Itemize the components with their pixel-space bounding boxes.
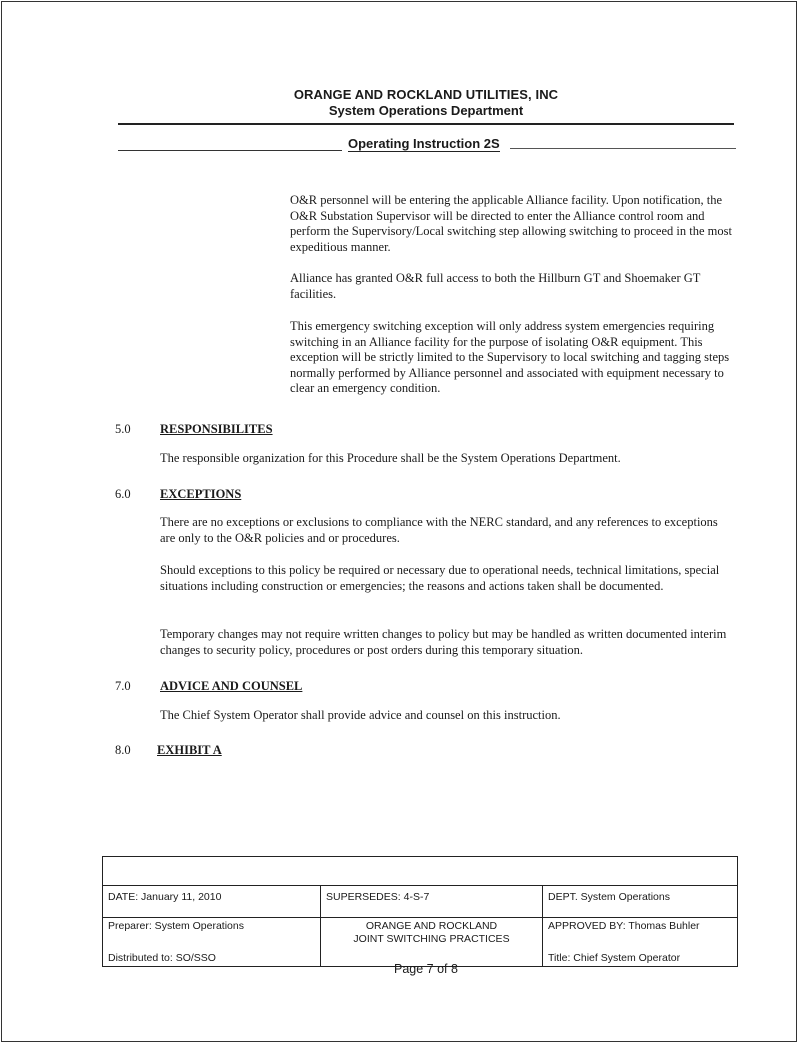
footer-left-cell — [103, 918, 321, 967]
section-text: Temporary changes may not require written changes to policy but may be handled as written documented interim changes to security policy, procedures or post orders during this temporary situation. — [160, 627, 727, 657]
footer-center-cell — [321, 918, 543, 967]
footer-title: Title: Chief System Operator — [548, 952, 681, 964]
footer-table — [102, 856, 738, 967]
footer-row — [103, 886, 738, 918]
section-heading-exhibit: EXHIBIT A — [157, 743, 222, 757]
title-rule-right — [510, 148, 736, 149]
section-heading-responsibilities: RESPONSIBILITES — [160, 422, 273, 436]
footer-dept: DEPT. System Operations — [543, 886, 738, 918]
body-paragraph: This emergency switching exception will only address system emergencies requiring switching in an Alliance facility for the purpose of isolating O&R equipment. This exception will be strictly limited to the Supervisory to local switching and tagging steps normally performed by Alliance personnel and associated with equipment necessary to clear an emergency condition. — [290, 319, 730, 395]
body-paragraph: Alliance has granted O&R full access to both the Hillburn GT and Shoemaker GT facilities. — [290, 271, 701, 301]
footer-supersedes: SUPERSEDES: 4-S-7 — [321, 886, 543, 918]
section-text: Should exceptions to this policy be required or necessary due to operational needs, technical limitations, special situations including construction or emergencies; the reasons and actions taken shall be documented. — [160, 563, 720, 593]
body-paragraph: O&R personnel will be entering the applicable Alliance facility. Upon notification, the O&R Substation Supervisor will be directed to enter the Alliance control room and perform the Supervisory/Local switching step allowing switching to proceed in the most expeditious manner. — [290, 193, 732, 254]
section-number: 6.0 — [115, 487, 131, 501]
header-rule — [118, 123, 734, 125]
section-text: There are no exceptions or exclusions to compliance with the NERC standard, and any references to exceptions are only to the O&R policies and or procedures. — [160, 515, 718, 545]
footer-date: DATE: January 11, 2010 — [103, 886, 321, 918]
footer-center-line2: JOINT SWITCHING PRACTICES — [353, 933, 510, 945]
title-rule-left — [118, 150, 342, 151]
section-number: 8.0 — [115, 743, 131, 757]
footer-empty-cell — [103, 857, 738, 886]
footer-center-line1: ORANGE AND ROCKLAND — [365, 920, 498, 932]
section-text: The Chief System Operator shall provide advice and counsel on this instruction. — [160, 708, 561, 722]
section-heading-advice: ADVICE AND COUNSEL — [160, 679, 303, 693]
section-heading-exceptions: EXCEPTIONS — [160, 487, 242, 501]
footer-preparer: Preparer: System Operations — [108, 920, 244, 932]
footer-empty-row — [103, 857, 738, 886]
section-text: The responsible organization for this Procedure shall be the System Operations Department. — [160, 451, 621, 465]
company-name: ORANGE AND ROCKLAND UTILITIES, INC — [293, 87, 559, 102]
footer-distributed: Distributed to: SO/SSO — [108, 952, 216, 964]
footer-approved: APPROVED BY: Thomas Buhler — [548, 920, 700, 932]
section-number: 5.0 — [115, 422, 131, 436]
department-name: System Operations Department — [328, 103, 524, 118]
document-title: Operating Instruction 2S — [348, 136, 500, 151]
footer-row — [103, 918, 738, 967]
section-number: 7.0 — [115, 679, 131, 693]
page-number: Page 7 of 8 — [394, 962, 458, 976]
footer-right-cell — [543, 918, 738, 967]
